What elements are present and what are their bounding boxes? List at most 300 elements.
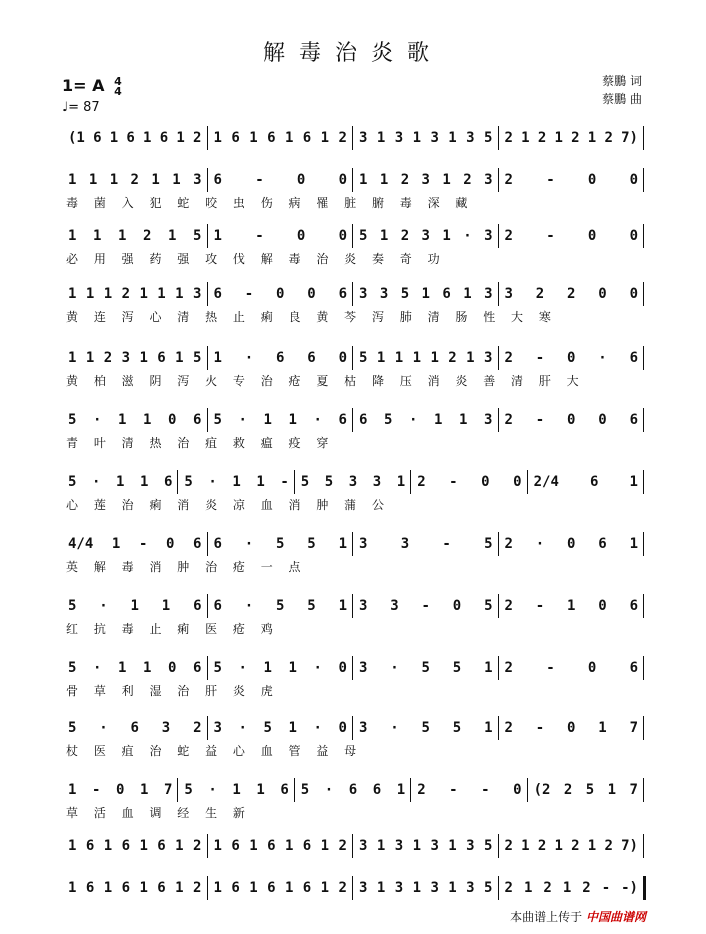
- note: 1: [288, 720, 297, 736]
- note: 6: [85, 838, 95, 854]
- note: 2: [535, 286, 545, 302]
- note: 1: [139, 474, 149, 490]
- note: 1: [143, 660, 152, 676]
- note: 3: [421, 172, 430, 188]
- lyric-line: [62, 372, 644, 388]
- score-row: [62, 656, 644, 682]
- measure: [62, 778, 178, 802]
- note: 2: [571, 130, 580, 146]
- note: ·: [99, 598, 108, 614]
- note: 0: [587, 172, 597, 188]
- note: 1: [176, 130, 185, 146]
- measure: [208, 876, 354, 900]
- note: 0: [452, 598, 462, 614]
- note: 1: [118, 412, 127, 428]
- note: 1: [554, 838, 563, 854]
- note: 1: [249, 880, 258, 896]
- note: 1: [175, 880, 184, 896]
- note: 3: [359, 130, 368, 146]
- note: 6: [213, 286, 222, 302]
- note: 1: [213, 228, 222, 244]
- note: ·: [244, 598, 254, 614]
- note: 1: [263, 660, 272, 676]
- note: ·: [313, 660, 322, 676]
- measure: [499, 876, 645, 900]
- note: ·: [244, 350, 254, 366]
- note: -: [601, 880, 611, 896]
- note: 3: [400, 536, 410, 552]
- measure: [208, 346, 354, 370]
- note: ·: [208, 474, 217, 490]
- note: 1: [629, 474, 638, 490]
- note: 1: [68, 838, 77, 854]
- note: 2: [130, 172, 139, 188]
- measure: [353, 168, 499, 192]
- note: 6: [231, 880, 240, 896]
- barline: [643, 470, 644, 494]
- note: 0: [587, 660, 597, 676]
- note: 6: [276, 350, 285, 366]
- measure: [208, 834, 354, 858]
- note: 4/4: [68, 536, 94, 552]
- note: 0: [629, 172, 638, 188]
- measure: [208, 408, 354, 432]
- measure: [62, 282, 208, 306]
- note: ·: [238, 412, 247, 428]
- note: -: [535, 350, 545, 366]
- key-signature: [62, 76, 122, 97]
- note: 1: [93, 228, 102, 244]
- measure: [295, 470, 411, 494]
- note: 5: [484, 838, 493, 854]
- score-row: [62, 126, 644, 152]
- note: 1: [157, 286, 166, 302]
- note: 1: [232, 782, 241, 798]
- note: -: [535, 412, 545, 428]
- note: 1: [587, 838, 597, 854]
- note: ·: [324, 782, 334, 798]
- note: 2: [417, 474, 426, 490]
- note: -: [244, 286, 254, 302]
- measure: [208, 282, 354, 306]
- note: 2: [448, 350, 457, 366]
- note: 0: [338, 172, 347, 188]
- lyric-text: 红 抗 毒 止 痢 医 疮 鸡: [66, 622, 279, 636]
- note: (1: [68, 130, 85, 146]
- note: (2: [533, 782, 551, 798]
- note: 0: [598, 286, 607, 302]
- note: -: [255, 172, 264, 188]
- barline: [643, 594, 644, 618]
- note: 6: [442, 286, 451, 302]
- note: 1: [263, 412, 272, 428]
- note: 1: [118, 228, 127, 244]
- note: 3: [213, 720, 222, 736]
- note: 5: [484, 536, 493, 552]
- note: 1: [430, 350, 439, 366]
- lyric-line: [62, 620, 644, 636]
- note: 6: [267, 838, 276, 854]
- measure: [499, 716, 645, 740]
- note: 2: [121, 286, 131, 302]
- measure: [499, 656, 645, 680]
- note: 0: [481, 474, 490, 490]
- note: 0: [338, 660, 347, 676]
- note: 1: [143, 130, 152, 146]
- measure: [499, 282, 645, 306]
- measure: [62, 876, 208, 900]
- measure: [499, 834, 645, 858]
- note: 1: [68, 350, 77, 366]
- lyric-line: [62, 434, 644, 450]
- note: 1: [68, 286, 77, 302]
- note: 2: [504, 172, 513, 188]
- note: 3: [121, 350, 131, 366]
- score-row: [62, 408, 644, 434]
- note: 2: [537, 838, 547, 854]
- note: ·: [99, 720, 108, 736]
- note: 6: [121, 838, 131, 854]
- note: 6: [348, 782, 358, 798]
- note: 2: [543, 880, 552, 896]
- note: ·: [93, 660, 102, 676]
- note: 6: [213, 536, 222, 552]
- note: 3: [484, 286, 493, 302]
- note: 1: [168, 228, 177, 244]
- note: 6: [307, 350, 316, 366]
- lyric-text: 杖 医 疽 治 蛇 益 心 血 管 益 母: [66, 744, 363, 758]
- key-label: 1= A: [62, 76, 105, 95]
- note: 2: [504, 228, 513, 244]
- note: 1: [376, 350, 386, 366]
- lyric-line: [62, 194, 644, 210]
- footer-text: 本曲谱上传于: [510, 910, 583, 924]
- note: ·: [313, 412, 322, 428]
- note: 3: [193, 172, 202, 188]
- note: 1: [459, 412, 468, 428]
- note: 1: [338, 598, 347, 614]
- score-row: [62, 282, 644, 308]
- note: 5: [300, 782, 310, 798]
- measure: [353, 224, 499, 248]
- note: 3: [504, 286, 513, 302]
- note: ·: [463, 228, 472, 244]
- note: 3: [430, 880, 439, 896]
- note: 3: [390, 598, 399, 614]
- note: 5: [68, 720, 77, 736]
- footer-credit: [510, 908, 646, 925]
- note: 1: [115, 474, 125, 490]
- note: 1: [249, 838, 258, 854]
- note: 6: [629, 412, 638, 428]
- note: 1: [448, 880, 457, 896]
- note: 2: [567, 286, 576, 302]
- measure: [353, 594, 499, 618]
- score-row: [62, 532, 644, 558]
- note: ·: [238, 720, 247, 736]
- note: 1: [598, 720, 607, 736]
- note: 1: [213, 880, 222, 896]
- measure: [208, 594, 354, 618]
- note: 1: [320, 838, 330, 854]
- note: 6: [193, 598, 202, 614]
- note: 2: [563, 782, 573, 798]
- note: 1: [284, 880, 294, 896]
- measure: [499, 346, 645, 370]
- note: 6: [193, 660, 202, 676]
- note: 2: [504, 412, 513, 428]
- note: 1: [256, 782, 265, 798]
- note: 6: [213, 172, 222, 188]
- score-title: 解毒治炎歌: [262, 41, 443, 66]
- note: 1: [139, 782, 149, 798]
- note: 5: [184, 474, 193, 490]
- note: -: [546, 228, 555, 244]
- note: 2/4: [533, 474, 559, 490]
- note: 1: [376, 880, 386, 896]
- note: ·: [208, 782, 217, 798]
- note: 6: [629, 660, 638, 676]
- note: 1: [175, 838, 184, 854]
- tempo-marking: ♩= 87: [62, 100, 100, 115]
- note: 1: [111, 536, 121, 552]
- note: 1: [213, 838, 222, 854]
- note: 3: [161, 720, 171, 736]
- note: 1: [412, 838, 422, 854]
- note: 6: [302, 130, 312, 146]
- note: 0: [338, 720, 347, 736]
- note: 1: [256, 474, 265, 490]
- note: 6: [629, 598, 638, 614]
- note: 3: [394, 130, 404, 146]
- note: 0: [168, 660, 177, 676]
- note: 2: [193, 880, 202, 896]
- note: 2: [400, 228, 410, 244]
- measure: [62, 408, 208, 432]
- note: 5: [307, 536, 316, 552]
- note: 0: [166, 536, 175, 552]
- note: 1: [396, 474, 406, 490]
- note: 2: [463, 172, 472, 188]
- note: 1: [587, 130, 597, 146]
- note: 1: [562, 880, 572, 896]
- note: ·: [313, 720, 322, 736]
- note: -: [442, 536, 451, 552]
- lyric-line: [62, 742, 644, 758]
- barline: [643, 834, 644, 858]
- note: 5: [452, 660, 462, 676]
- note: ·: [409, 412, 418, 428]
- note: 5: [484, 130, 493, 146]
- lyric-line: [62, 682, 644, 698]
- lyric-line: [62, 496, 644, 512]
- note: 1: [567, 598, 576, 614]
- note: 1: [68, 172, 77, 188]
- note: 2: [338, 130, 347, 146]
- note: 5: [276, 598, 285, 614]
- note: 2: [537, 130, 547, 146]
- score-row: [62, 470, 644, 496]
- note: 6: [359, 412, 368, 428]
- note: 3: [430, 130, 439, 146]
- note: 1: [394, 350, 404, 366]
- lyric-line: [62, 558, 644, 574]
- note: 1: [249, 130, 258, 146]
- note: -: [138, 536, 148, 552]
- note: -: [91, 782, 101, 798]
- note: 5: [193, 228, 202, 244]
- measure: [499, 126, 645, 150]
- measure: [353, 532, 499, 556]
- note: 1: [288, 660, 297, 676]
- note: 6: [338, 286, 347, 302]
- note: ·: [91, 474, 101, 490]
- note: 2: [103, 350, 113, 366]
- note: 6: [159, 130, 169, 146]
- measure: [208, 224, 354, 248]
- note: 6: [157, 350, 166, 366]
- note: 6: [193, 412, 202, 428]
- note: 2: [143, 228, 152, 244]
- note: ·: [244, 536, 254, 552]
- note: -: [449, 782, 458, 798]
- lyric-text: 必 用 强 药 强 攻 伐 解 毒 治 炎 奏 奇 功: [66, 252, 446, 266]
- note: 0: [567, 536, 576, 552]
- note: 3: [394, 880, 404, 896]
- measure: [208, 126, 354, 150]
- note: 6: [590, 474, 599, 490]
- note: 1: [442, 172, 451, 188]
- note: ·: [598, 350, 607, 366]
- note: 1: [442, 228, 451, 244]
- note: 1: [139, 286, 148, 302]
- note: 5: [585, 782, 595, 798]
- note: 1: [139, 880, 148, 896]
- note: 1: [85, 286, 95, 302]
- note: 6: [338, 412, 347, 428]
- note: 1: [109, 172, 119, 188]
- note: 5: [213, 660, 222, 676]
- measure: [62, 834, 208, 858]
- note: 5: [359, 228, 368, 244]
- measure: [353, 716, 499, 740]
- note: 6: [280, 782, 289, 798]
- note: 5: [68, 412, 77, 428]
- note: 1: [284, 838, 294, 854]
- note: 1: [359, 172, 368, 188]
- measure: [62, 532, 208, 556]
- note: -: [481, 782, 490, 798]
- note: 2: [504, 350, 513, 366]
- note: 2: [417, 782, 426, 798]
- note: 3: [359, 838, 368, 854]
- note: 3: [372, 474, 382, 490]
- note: 1: [232, 474, 241, 490]
- note: 2: [504, 598, 513, 614]
- note: 5: [68, 598, 77, 614]
- note: ·: [390, 720, 399, 736]
- note: 1: [466, 350, 475, 366]
- measure: [528, 778, 644, 802]
- barline: [643, 778, 644, 802]
- measure: [353, 876, 499, 900]
- note: 6: [213, 598, 222, 614]
- note: 6: [302, 838, 312, 854]
- measure: [62, 224, 208, 248]
- note: ·: [93, 412, 102, 428]
- barline: [643, 656, 644, 680]
- measure: [499, 224, 645, 248]
- note: 1: [284, 130, 294, 146]
- score-row: [62, 594, 644, 620]
- note: 5: [184, 782, 193, 798]
- note: -: [546, 660, 555, 676]
- note: 3: [359, 880, 368, 896]
- note: 1: [379, 172, 389, 188]
- note: 6: [267, 130, 276, 146]
- lyric-text: 毒 菌 入 犯 蛇 咬 虫 伤 病 罹 脏 腑 毒 深 藏: [66, 196, 474, 210]
- note: 5: [400, 286, 410, 302]
- score-row: [62, 346, 644, 372]
- note: 1: [376, 130, 386, 146]
- measure: [353, 834, 499, 858]
- note: 5: [484, 880, 493, 896]
- note: 1: [521, 838, 530, 854]
- note: 1: [338, 536, 347, 552]
- note: -: [421, 598, 430, 614]
- measure: [62, 168, 208, 192]
- note: 0: [115, 782, 125, 798]
- note: 3: [379, 286, 389, 302]
- note: 1: [161, 598, 171, 614]
- note: 1: [139, 838, 148, 854]
- note: 6: [629, 350, 638, 366]
- note: 0: [276, 286, 285, 302]
- note: 5: [359, 350, 368, 366]
- barline: [643, 876, 646, 900]
- note: 0: [338, 228, 347, 244]
- note: 1: [172, 172, 181, 188]
- note: 1: [376, 838, 386, 854]
- note: 3: [348, 474, 358, 490]
- barline: [643, 408, 644, 432]
- measure: [353, 282, 499, 306]
- note: 2: [338, 838, 347, 854]
- note: 7: [163, 782, 173, 798]
- note: 2: [400, 172, 410, 188]
- note: 0: [513, 474, 522, 490]
- measure: [353, 656, 499, 680]
- note: -): [621, 880, 638, 896]
- note: 5: [421, 660, 430, 676]
- barline: [643, 168, 644, 192]
- note: 1: [139, 350, 148, 366]
- note: 1: [448, 130, 457, 146]
- barline: [643, 282, 644, 306]
- note: 1: [412, 130, 422, 146]
- note: 5: [452, 720, 462, 736]
- note: 6: [121, 880, 131, 896]
- time-numerator: 4: [114, 74, 122, 88]
- note: 5: [384, 412, 393, 428]
- note: 3: [484, 350, 493, 366]
- measure: [178, 778, 294, 802]
- note: 7: [629, 720, 638, 736]
- score-row: [62, 876, 644, 902]
- note: 1: [213, 130, 222, 146]
- note: 1: [320, 130, 330, 146]
- score-row: [62, 716, 644, 742]
